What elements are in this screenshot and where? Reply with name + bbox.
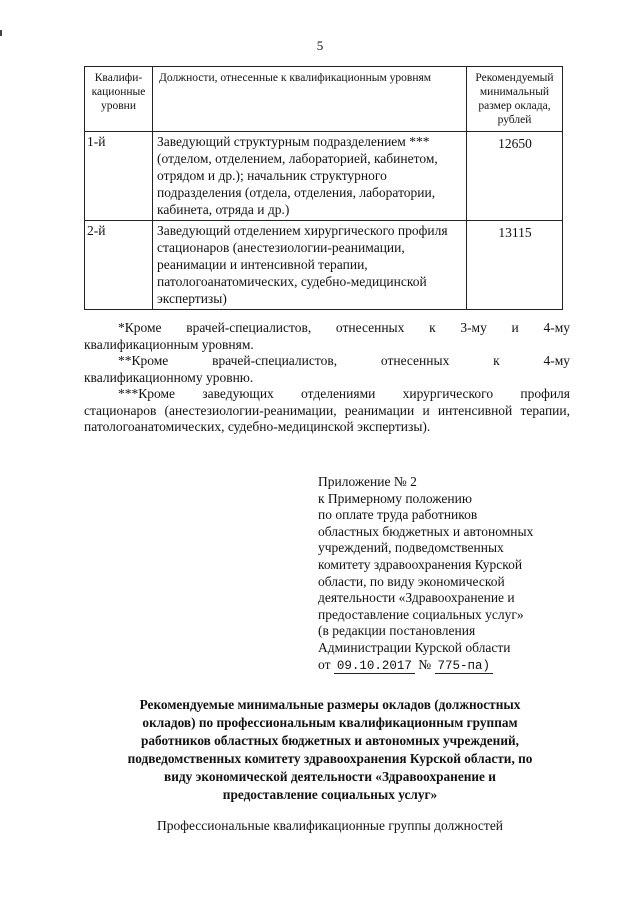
resolution-date: 09.10.2017 xyxy=(334,659,415,674)
row-level: 2-й xyxy=(85,221,153,310)
heading-line: подведомственных комитету здравоохранения Курской области, по xyxy=(127,751,533,766)
appendix-line: предоставление социальных услуг» xyxy=(318,606,524,622)
row-salary: 12650 xyxy=(467,132,563,221)
appendix-line: комитету здравоохранения Курской xyxy=(318,556,523,572)
resolution-number: 775-па) xyxy=(435,659,494,674)
scan-edge-mark xyxy=(0,30,2,36)
appendix-line: к Примерному положению xyxy=(318,490,472,506)
row-salary: 13115 xyxy=(467,221,563,310)
heading-line: виду экономической деятельности «Здравоохранение и xyxy=(164,769,496,784)
row-positions: Заведующий отделением хирургического профиля стационаров (анестезиологии-реанимации, реанимации и интенсивной терапии, патологоанатомических, судебно-медицинской экспертизы) xyxy=(153,221,467,310)
appendix-line: учреждений, подведомственных xyxy=(318,540,504,556)
footnote-1 xyxy=(118,320,570,337)
header-positions: Должности, отнесенные к квалификационным уровням xyxy=(153,67,467,132)
appendix-line: Администрации Курской области xyxy=(318,639,511,655)
footnote-lead: ***Кроме заведующих отделениями хирургического профиля xyxy=(118,386,570,401)
footnote-1-cont xyxy=(84,336,570,354)
row-positions: Заведующий структурным подразделением *** (отделом, отделением, лабораторией, кабинетом, отрядом и др.); начальник структурного подразделения (отдела, отделения, лаборатории, кабинета, отряда и др.) xyxy=(153,132,467,221)
date-prefix: от xyxy=(318,656,331,672)
appendix-line: (в редакции постановления xyxy=(318,623,476,639)
table-header-row xyxy=(85,67,563,132)
footnote-3 xyxy=(118,386,570,403)
heading-line: работников областных бюджетных и автономных учреждений, xyxy=(140,733,519,748)
number-prefix: № xyxy=(418,656,432,672)
appendix-line: области, по виду экономической xyxy=(318,573,505,589)
appendix-block xyxy=(318,474,578,674)
qualification-table xyxy=(84,66,563,310)
footnote-2 xyxy=(118,353,570,370)
appendix-line: по оплате труда работников xyxy=(318,507,478,523)
page-number: 5 xyxy=(316,38,324,53)
footnote-2-cont xyxy=(84,369,570,387)
header-salary: Рекомендуемый минимальный размер оклада, рублей xyxy=(467,67,563,132)
appendix-line: деятельности «Здравоохранение и xyxy=(318,590,515,606)
heading-line: Рекомендуемые минимальные размеры окладов (должностных xyxy=(139,697,521,712)
footnote-text: квалификационным уровням. xyxy=(84,336,254,352)
table-row xyxy=(85,132,563,221)
row-level: 1-й xyxy=(85,132,153,221)
heading-line: окладов) по профессиональным квалификационным группам xyxy=(142,715,518,730)
document-heading xyxy=(80,696,580,804)
appendix-date-line xyxy=(318,657,578,675)
footnote-3-cont xyxy=(84,402,570,436)
heading-line: предоставление социальных услуг» xyxy=(222,787,438,802)
footnotes xyxy=(84,320,570,436)
groups-title: Профессиональные квалификационные группы должностей xyxy=(156,818,504,833)
appendix-line: областных бюджетных и автономных xyxy=(318,523,534,539)
footnote-text: стационаров (анестезиологии-реанимации, реанимации и интенсивной терапии, патологоанатомических, судебно-медицинской экспертизы). xyxy=(84,402,570,434)
footnote-text: квалификационному уровню. xyxy=(84,369,254,385)
footnote-lead: *Кроме врачей-специалистов, отнесенных к 3-му и 4-му xyxy=(118,320,570,335)
table-row xyxy=(85,221,563,310)
footnote-lead: **Кроме врачей-специалистов, отнесенных к 4-му xyxy=(118,353,570,368)
header-level: Квалифи-кационные уровни xyxy=(85,67,153,132)
appendix-line: Приложение № 2 xyxy=(318,474,417,489)
